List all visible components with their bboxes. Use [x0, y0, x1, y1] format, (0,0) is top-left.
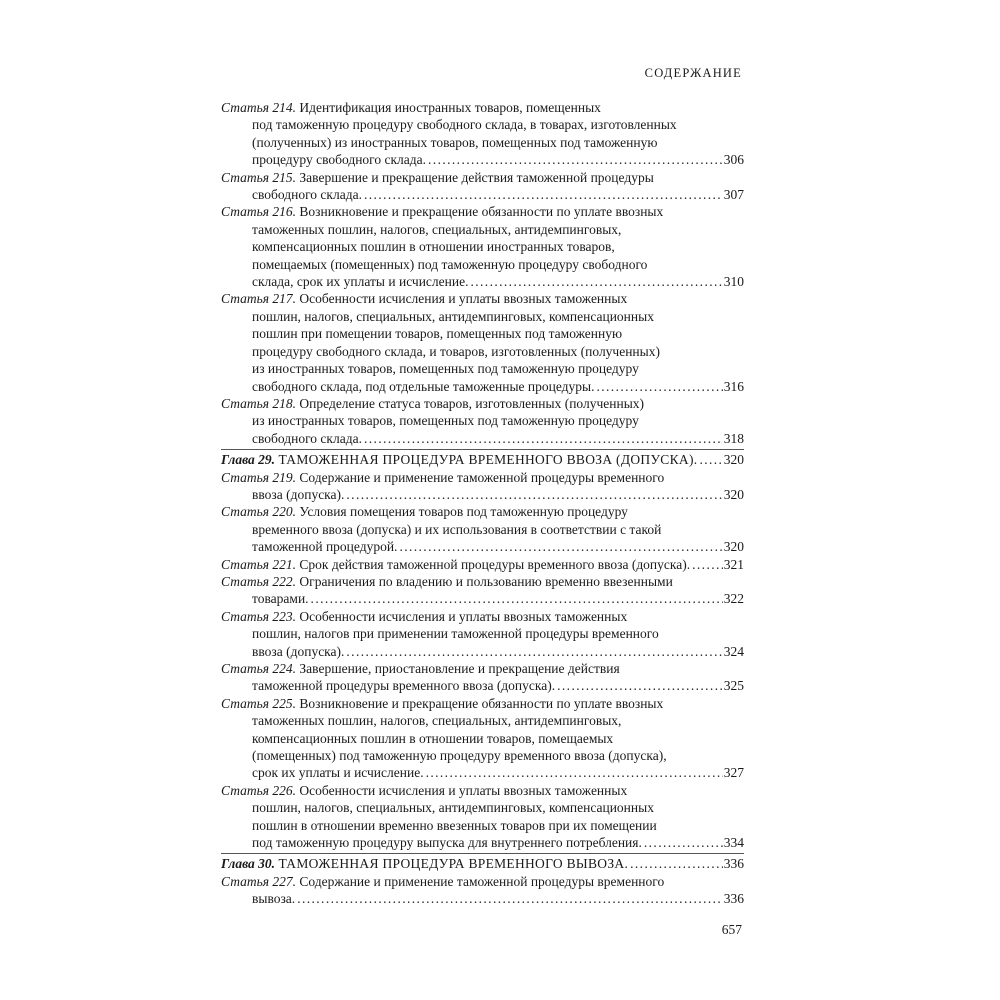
entry-title-line: ТАМОЖЕННАЯ ПРОЦЕДУРА ВРЕМЕННОГО ВЫВОЗА. — [278, 856, 629, 872]
toc-text — [221, 874, 664, 889]
toc-page-number: 316 — [723, 378, 744, 394]
entry-title-line: Возникновение и прекращение обязанности по уплате ввозных — [299, 695, 664, 711]
dot-leader — [699, 451, 722, 468]
entry-title-line: из иностранных товаров, помещенных под таможенную процедуру — [252, 361, 639, 377]
toc-page-number: 306 — [723, 152, 744, 168]
toc-line — [221, 151, 744, 168]
dot-leader — [630, 855, 723, 872]
toc-page-number: 322 — [723, 591, 744, 607]
toc-article-entry[interactable] — [221, 556, 744, 573]
entry-title-line: Особенности исчисления и уплаты ввозных таможенных — [299, 782, 628, 798]
toc-line — [221, 238, 744, 255]
toc-page-number: 324 — [723, 643, 744, 659]
article-label: Статья 214. — [221, 100, 297, 115]
toc-text — [252, 117, 677, 132]
entry-title-line: Особенности исчисления и уплаты ввозных таможенных — [299, 291, 628, 307]
toc-chapter-entry[interactable] — [221, 855, 744, 872]
entry-title-line: ввоза (допуска). — [252, 486, 345, 502]
toc-line — [221, 451, 744, 468]
toc-line — [221, 782, 744, 799]
entry-title-line: Ограничения по владению и пользованию временно ввезенными — [299, 573, 673, 589]
toc-text — [252, 486, 344, 503]
toc-page-number: 320 — [723, 539, 744, 555]
entry-title-line: таможенных пошлин, налогов, специальных, антидемпинговых, — [252, 713, 622, 729]
toc-text — [252, 764, 424, 781]
article-label: Статья 226. — [221, 782, 297, 798]
dot-leader — [470, 273, 722, 290]
entry-title-line: Возникновение и прекращение обязанности по уплате ввозных — [299, 204, 664, 220]
toc-line — [221, 395, 744, 412]
toc-line — [221, 747, 744, 764]
toc-line — [221, 834, 744, 851]
toc-text — [221, 855, 628, 872]
entry-title-line: Содержание и применение таможенной процедуры временного — [299, 469, 665, 485]
toc-article-entry[interactable] — [221, 99, 744, 169]
dot-leader — [346, 486, 722, 503]
toc-article-entry[interactable] — [221, 469, 744, 504]
toc-line — [221, 538, 744, 555]
toc-text — [221, 204, 663, 219]
toc-line — [221, 521, 744, 538]
toc-text — [252, 522, 661, 537]
page-number: 657 — [721, 922, 742, 937]
toc-text — [252, 151, 426, 168]
toc-line — [221, 712, 744, 729]
article-label: Статья 224. — [221, 661, 297, 676]
toc-page-number: 336 — [723, 891, 744, 907]
toc-page-number: 327 — [723, 765, 744, 781]
entry-title-line: пошлин при помещении товаров, помещенных под таможенную — [252, 326, 623, 342]
toc-line — [221, 430, 744, 447]
toc-line — [221, 855, 744, 872]
toc-text — [252, 538, 397, 555]
dot-leader — [428, 151, 723, 168]
article-label: Статья 222. — [221, 573, 297, 589]
toc-text — [252, 344, 660, 359]
entry-title-line: товарами. — [252, 591, 309, 607]
toc-article-entry[interactable] — [221, 395, 744, 447]
dot-leader — [692, 556, 723, 573]
chapter-separator — [221, 853, 744, 854]
toc-line — [221, 764, 744, 781]
entry-title-line: процедуру свободного склада. — [252, 152, 427, 168]
toc-text — [252, 273, 468, 290]
entry-title-line: помещаемых (помещенных) под таможенную процедуру свободного — [252, 256, 648, 272]
toc-line — [221, 308, 744, 325]
entry-title-line: Срок действия таможенной процедуры временного ввоза (допуска). — [299, 556, 691, 572]
toc-text — [221, 661, 620, 676]
toc-line — [221, 873, 744, 890]
toc-line — [221, 608, 744, 625]
toc-page-number: 325 — [723, 678, 744, 694]
dot-leader — [644, 834, 723, 851]
toc-text — [221, 100, 601, 115]
toc-list — [221, 99, 744, 908]
toc-text — [221, 556, 690, 573]
toc-line — [221, 799, 744, 816]
toc-text — [252, 834, 642, 851]
toc-line — [221, 660, 744, 677]
dot-leader — [297, 890, 723, 907]
toc-text — [252, 239, 615, 254]
toc-article-entry[interactable] — [221, 660, 744, 695]
toc-article-entry[interactable] — [221, 503, 744, 555]
entry-title-line: ввоза (допуска). — [252, 643, 345, 659]
toc-text — [221, 451, 697, 468]
entry-title-line: под таможенную процедуру выпуска для внутреннего потребления. — [252, 835, 642, 851]
chapter-separator — [221, 449, 744, 450]
entry-title-line: компенсационных пошлин в отношении товаров, помещаемых — [252, 730, 614, 746]
running-header: СОДЕРЖАНИЕ — [644, 66, 742, 80]
toc-page-number: 307 — [723, 187, 744, 203]
toc-text — [252, 257, 647, 272]
toc-line — [221, 256, 744, 273]
toc-text — [252, 326, 622, 341]
entry-title-line: таможенной процедуры временного ввоза (допуска). — [252, 678, 556, 694]
toc-line — [221, 412, 744, 429]
toc-page-number: 336 — [723, 856, 744, 872]
toc-article-entry[interactable] — [221, 873, 744, 908]
toc-text — [252, 643, 344, 660]
toc-text — [252, 413, 639, 428]
toc-line — [221, 817, 744, 834]
toc-article-entry[interactable] — [221, 290, 744, 394]
entry-title-line: компенсационных пошлин в отношении иностранных товаров, — [252, 239, 615, 255]
toc-text — [252, 590, 309, 607]
article-label: Статья 215. — [221, 169, 297, 185]
toc-line — [221, 116, 744, 133]
toc-page-number: 318 — [723, 430, 744, 446]
toc-text — [252, 800, 654, 815]
dot-leader — [364, 186, 723, 203]
toc-text — [252, 818, 657, 833]
toc-line — [221, 625, 744, 642]
dot-leader — [364, 430, 723, 447]
article-label: Статья 221. — [221, 556, 297, 572]
entry-title-line: таможенной процедурой. — [252, 539, 398, 555]
toc-article-entry[interactable] — [221, 169, 744, 204]
entry-title-line: Завершение и прекращение действия таможенной процедуры — [299, 169, 654, 185]
entry-title-line: пошлин, налогов, специальных, антидемпинговых, компенсационных — [252, 308, 654, 324]
dot-leader — [557, 677, 723, 694]
toc-text — [252, 186, 362, 203]
toc-article-entry[interactable] — [221, 695, 744, 782]
toc-line — [221, 469, 744, 486]
toc-page-number: 320 — [723, 452, 744, 468]
toc-article-entry[interactable] — [221, 782, 744, 852]
toc-article-entry[interactable] — [221, 573, 744, 608]
entry-title-line: из иностранных товаров, помещенных под таможенную процедуру — [252, 413, 639, 429]
toc-text — [221, 291, 627, 306]
entry-title-line: свободного склада. — [252, 430, 362, 446]
entry-title-line: (помещенных) под таможенную процедуру временного ввоза (допуска), — [252, 748, 667, 764]
toc-article-entry[interactable] — [221, 203, 744, 290]
toc-line — [221, 590, 744, 607]
toc-text — [221, 470, 664, 485]
entry-title-line: свободного склада. — [252, 187, 362, 203]
toc-line — [221, 169, 744, 186]
entry-title-line: процедуру свободного склада, и товаров, изготовленных (полученных) — [252, 343, 660, 359]
toc-line — [221, 643, 744, 660]
toc-line — [221, 486, 744, 503]
entry-title-line: Особенности исчисления и уплаты ввозных таможенных — [299, 608, 628, 624]
toc-text — [252, 309, 654, 324]
toc-line — [221, 360, 744, 377]
toc-line — [221, 677, 744, 694]
toc-text — [252, 361, 639, 376]
entry-title-line: временного ввоза (допуска) и их использования в соответствии с такой — [252, 521, 662, 537]
entry-title-line: таможенных пошлин, налогов, специальных, антидемпинговых, — [252, 221, 622, 237]
dot-leader — [346, 643, 722, 660]
entry-title-line: ТАМОЖЕННАЯ ПРОЦЕДУРА ВРЕМЕННОГО ВВОЗА (ДОПУСКА). — [278, 452, 698, 468]
toc-text — [221, 609, 627, 624]
entry-title-line: пошлин, налогов при применении таможенной процедуры временного — [252, 626, 659, 642]
toc-text — [221, 396, 644, 411]
toc-text — [252, 378, 594, 395]
toc-text — [252, 731, 613, 746]
toc-page-number: 321 — [723, 556, 744, 572]
toc-line — [221, 503, 744, 520]
chapter-label: Глава 29. — [221, 452, 276, 468]
toc-line — [221, 186, 744, 203]
toc-text — [221, 504, 628, 519]
article-label: Статья 223. — [221, 608, 297, 624]
toc-line — [221, 273, 744, 290]
entry-title-line: склада, срок их уплаты и исчисление. — [252, 274, 469, 290]
toc-line — [221, 695, 744, 712]
article-label: Статья 225. — [221, 695, 297, 711]
entry-title-line: срок их уплаты и исчисление. — [252, 765, 424, 781]
entry-title-line: Определение статуса товаров, изготовленных (полученных) — [299, 395, 645, 411]
toc-page-number: 334 — [723, 835, 744, 851]
chapter-label: Глава 30. — [221, 856, 276, 872]
entry-title-line: (полученных) из иностранных товаров, помещенных под таможенную — [252, 134, 658, 150]
entry-title-line: пошлин, налогов, специальных, антидемпинговых, компенсационных — [252, 800, 654, 816]
toc-line — [221, 573, 744, 590]
article-label: Статья 227. — [221, 873, 297, 889]
entry-title-line: Содержание и применение таможенной процедуры временного — [299, 873, 665, 889]
toc-text — [252, 713, 621, 728]
toc-line — [221, 221, 744, 238]
article-label: Статья 219. — [221, 469, 297, 485]
toc-text — [252, 135, 657, 150]
entry-title-line: вывоза. — [252, 891, 296, 907]
entry-title-line: Идентификация иностранных товаров, помещенных — [299, 100, 601, 115]
toc-text — [252, 748, 667, 763]
toc-text — [252, 222, 621, 237]
dot-leader — [426, 764, 723, 781]
toc-text — [252, 677, 555, 694]
toc-line — [221, 556, 744, 573]
toc-page-number: 310 — [723, 274, 744, 290]
toc-line — [221, 343, 744, 360]
article-label: Статья 216. — [221, 204, 297, 220]
entry-title-line: под таможенную процедуру свободного склада, в товарах, изготовленных — [252, 117, 677, 133]
article-label: Статья 217. — [221, 291, 297, 307]
article-label: Статья 218. — [221, 395, 297, 411]
dot-leader — [311, 590, 723, 607]
toc-text — [252, 626, 659, 641]
toc-chapter-entry[interactable] — [221, 451, 744, 468]
entry-title-line: Условия помещения товаров под таможенную процедуру — [299, 504, 628, 520]
toc-text — [221, 170, 654, 185]
dot-leader — [596, 378, 722, 395]
entry-title-line: пошлин в отношении временно ввезенных товаров при их помещении — [252, 817, 657, 833]
toc-page-number: 320 — [723, 486, 744, 502]
toc-line — [221, 99, 744, 116]
entry-title-line: свободного склада, под отдельные таможенные процедуры. — [252, 378, 595, 394]
article-label: Статья 220. — [221, 504, 297, 520]
toc-article-entry[interactable] — [221, 608, 744, 660]
toc-line — [221, 378, 744, 395]
toc-line — [221, 203, 744, 220]
toc-line — [221, 290, 744, 307]
dot-leader — [399, 538, 722, 555]
entry-title-line: Завершение, приостановление и прекращение действия — [299, 661, 620, 676]
toc-text — [221, 783, 627, 798]
table-of-contents — [221, 99, 744, 908]
toc-line — [221, 890, 744, 907]
toc-text — [221, 574, 673, 589]
toc-line — [221, 730, 744, 747]
toc-text — [221, 696, 663, 711]
toc-line — [221, 134, 744, 151]
toc-line — [221, 325, 744, 342]
toc-text — [252, 890, 295, 907]
toc-text — [252, 430, 362, 447]
